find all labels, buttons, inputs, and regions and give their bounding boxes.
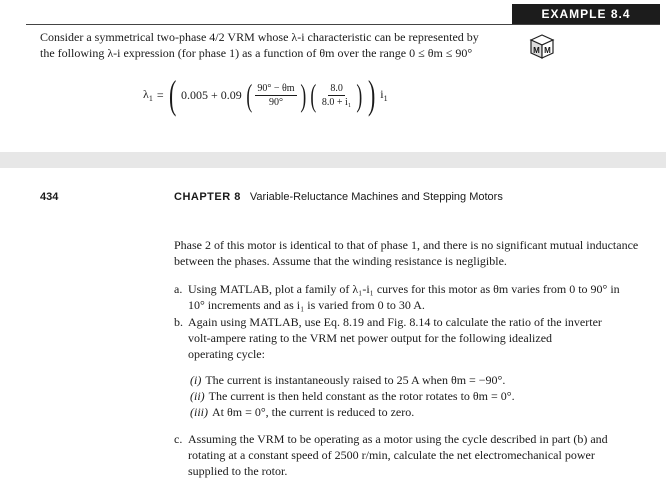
intro-line-1: Consider a symmetrical two-phase 4/2 VRM whose λ-i characteristic can be represented by (40, 30, 479, 44)
equation-equals: = (156, 87, 164, 102)
page-number: 434 (40, 191, 59, 203)
item-c-line-3: supplied to the rotor. (188, 464, 288, 478)
intro-line-2: the following λ-i expression (for phase 1) as a function of θm over the range 0 ≤ θm ≤ 90° (40, 46, 473, 60)
item-b-line-2: volt-ampere rating to the VRM net power output for the following idealized (188, 331, 553, 345)
chapter-label: CHAPTER 8 (174, 191, 241, 203)
chapter-header (174, 191, 503, 203)
matlab-cube-icon (527, 31, 557, 61)
equation-rhs: $i_1$ (380, 87, 388, 103)
item-c (174, 431, 644, 479)
page-gap (0, 152, 666, 168)
subitem-iii: (iii) At θm = 0°, the current is reduced to zero. (190, 405, 415, 419)
lambda-equation: $\lambda_1$ = ( 0.005 + 0.09 ( $\frac{90^\circ - \theta m}{90^\circ}$ ) ( $\frac{8.0}{\text{8.0 + i₁}}$ ) ) $i_1$ (143, 72, 388, 117)
item-b-label: b. (174, 315, 183, 329)
item-c-line-1: Assuming the VRM to be operating as a motor using the cycle described in part (b) and (188, 432, 608, 446)
item-a-line-2: 10° increments and as i₁ is varied from 0 to 30 A. (188, 298, 425, 312)
item-a-line-1: Using MATLAB, plot a family of λ₁-i₁ curves for this motor as θm varies from 0 to 90° in (188, 282, 620, 296)
item-a (174, 281, 644, 313)
item-b (174, 314, 644, 362)
equation-term1: 0.005 + 0.09 (180, 87, 242, 102)
chapter-title: Variable-Reluctance Machines and Stepping Motors (249, 191, 503, 203)
item-a-label: a. (174, 282, 183, 296)
item-b-line-1: Again using MATLAB, use Eq. 8.19 and Fig. 8.14 to calculate the ratio of the inverter (188, 315, 602, 329)
subitem-ii: (ii) The current is then held constant as the rotor rotates to θm = 0°. (190, 389, 515, 403)
equation-fraction-1: $\frac{90^\circ - \theta m}{90^\circ}$ (257, 82, 295, 108)
previous-page-section (0, 0, 666, 152)
equation-fraction-2: $\frac{8.0}{\text{8.0 + i₁}}$ (321, 82, 352, 108)
example-intro (40, 29, 510, 61)
equation-lhs: $\lambda_1$ (143, 87, 153, 103)
paragraph-line-2: between the phases. Assume that the winding resistance is negligible. (174, 254, 507, 268)
paragraph-line-1: Phase 2 of this motor is identical to that of phase 1, and there is no significant mutual inductance (174, 238, 639, 252)
subitem-i: (i) The current is instantaneously raised to 25 A when θm = −90°. (190, 373, 506, 387)
item-c-label: c. (174, 432, 183, 446)
svg-text:M: M (533, 46, 540, 55)
item-c-line-2: rotating at a constant speed of 2500 r/min, calculate the net electromechanical power (188, 448, 595, 462)
problem-paragraph (174, 237, 644, 269)
svg-text:M: M (544, 46, 551, 55)
item-b-line-3: operating cycle: (188, 347, 265, 361)
example-badge: EXAMPLE 8.4 (512, 4, 660, 24)
header-rule (26, 24, 660, 25)
